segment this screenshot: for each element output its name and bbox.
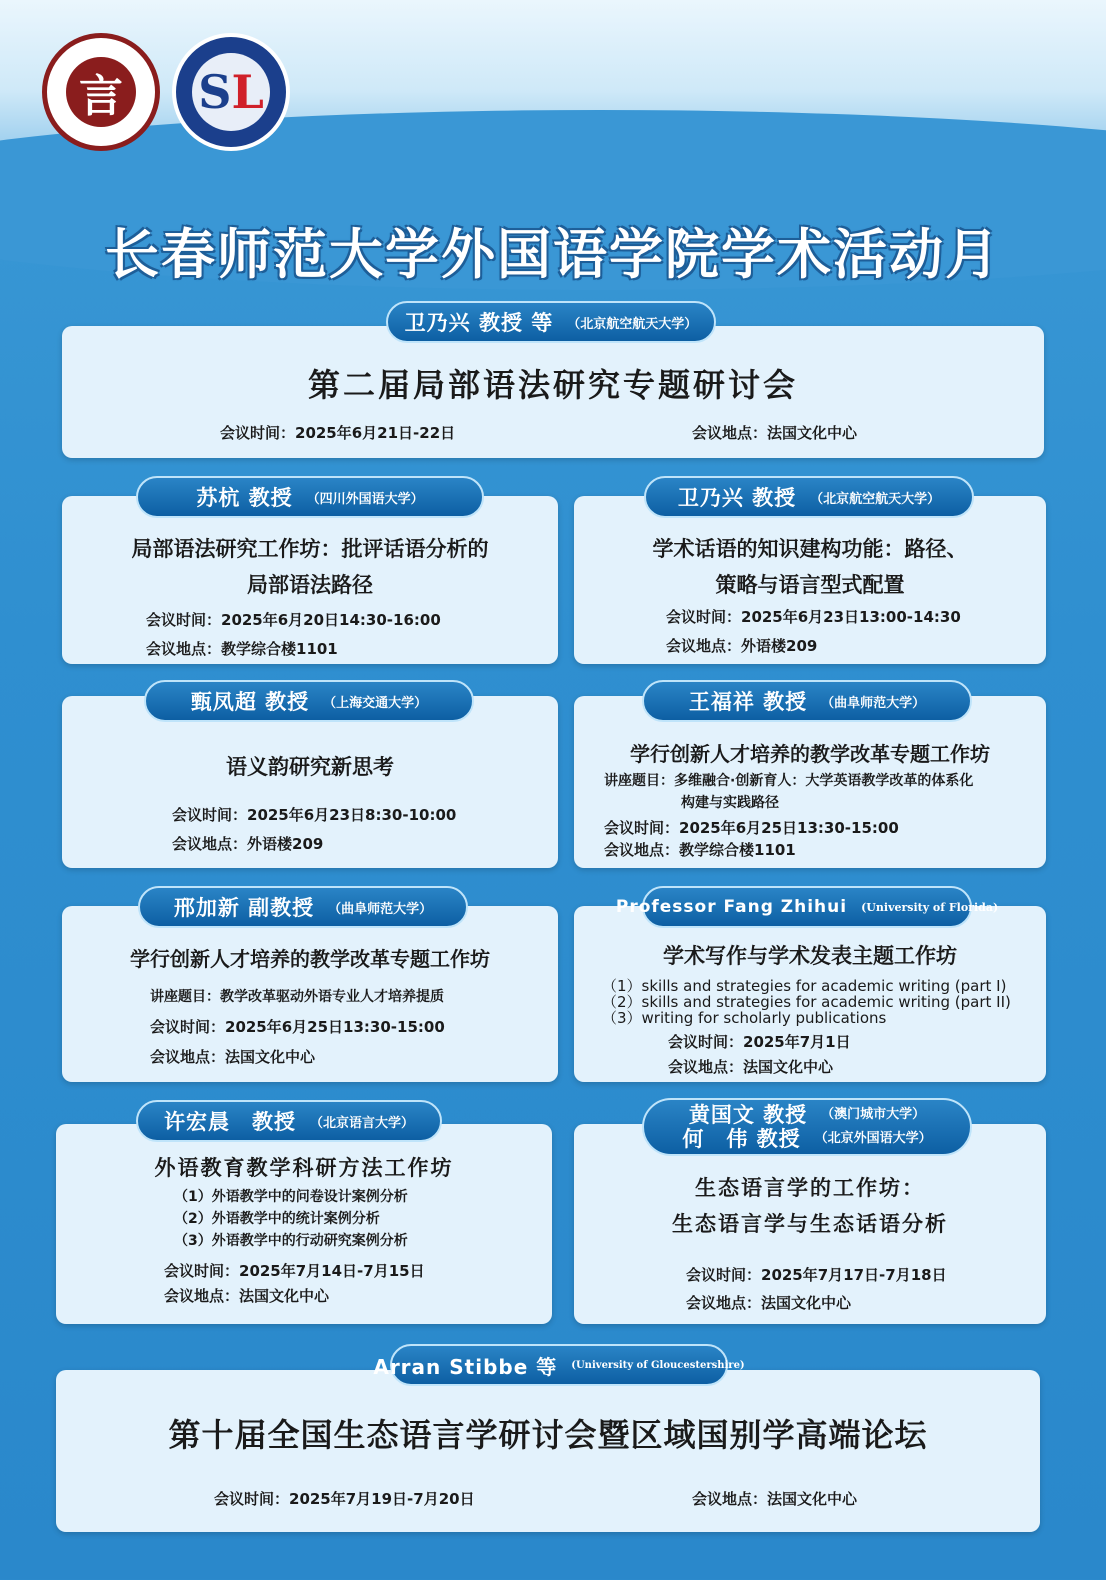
event-time: 会议时间：2025年7月19日-7月20日 bbox=[214, 1490, 475, 1508]
speaker-pill: 黄国文 教授 （澳门城市大学） 何 伟 教授 （北京外国语大学） bbox=[642, 1098, 972, 1156]
event-place: 会议地点：法国文化中心 bbox=[164, 1287, 330, 1305]
school-of-foreign-languages-logo: S L bbox=[172, 33, 290, 151]
list-item: （1）skills and strategies for academic writing (part I) bbox=[602, 977, 1007, 995]
event-time: 会议时间：2025年7月14日-7月15日 bbox=[164, 1262, 425, 1280]
list-item: （1）外语教学中的问卷设计案例分析 bbox=[174, 1189, 408, 1205]
event-title-line1: 生态语言学的工作坊： bbox=[695, 1176, 925, 1200]
event-title-line1: 局部语法研究工作坊：批评话语分析的 bbox=[131, 537, 489, 561]
speaker-pill: 邢加新 副教授 （曲阜师范大学） bbox=[138, 886, 468, 928]
speaker-pill: Arran Stibbe 等 (University of Gloucestershire) bbox=[390, 1344, 728, 1386]
event-place: 会议地点：外语楼209 bbox=[666, 637, 818, 655]
event-title: 学行创新人才培养的教学改革专题工作坊 bbox=[630, 742, 990, 766]
event-place: 会议地点：教学综合楼1101 bbox=[146, 640, 338, 658]
event-title-line2: 策略与语言型式配置 bbox=[715, 573, 905, 597]
event-title-line1: 学术话语的知识建构功能：路径、 bbox=[652, 537, 968, 561]
event-place: 会议地点：法国文化中心 bbox=[150, 1048, 316, 1066]
event-item-list bbox=[174, 1186, 408, 1252]
event-title: 外语教育教学科研方法工作坊 bbox=[154, 1156, 454, 1180]
event-title: 学术写作与学术发表主题工作坊 bbox=[663, 944, 957, 968]
page-title: 长春师范大学外国语学院学术活动月 bbox=[105, 222, 1001, 286]
speaker-pill: 甄凤超 教授 （上海交通大学） bbox=[144, 680, 474, 722]
event-time: 会议时间：2025年6月23日8:30-10:00 bbox=[172, 806, 457, 824]
event-title: 学行创新人才培养的教学改革专题工作坊 bbox=[130, 947, 490, 971]
event-time: 会议时间：2025年6月23日13:00-14:30 bbox=[666, 608, 961, 626]
speaker-pill: 卫乃兴 教授 等 （北京航空航天大学） bbox=[386, 301, 716, 343]
event-title-line2: 生态语言学与生态话语分析 bbox=[672, 1212, 948, 1236]
event-card-research-methods bbox=[56, 1124, 552, 1324]
speaker-pill: Professor Fang Zhihui (University of Florida) bbox=[642, 886, 972, 928]
speaker-pill: 许宏晨 教授 （北京语言大学） bbox=[136, 1100, 442, 1142]
speaker-pill: 卫乃兴 教授 （北京航空航天大学） bbox=[644, 476, 974, 518]
list-item: （2）skills and strategies for academic writing (part II) bbox=[602, 993, 1011, 1011]
list-item: （3）外语教学中的行动研究案例分析 bbox=[174, 1233, 408, 1249]
event-topic: 讲座题目：教学改革驱动外语专业人才培养提质 bbox=[150, 989, 444, 1005]
event-card-teaching-reform-2 bbox=[62, 906, 558, 1082]
event-card-academic-writing bbox=[574, 906, 1046, 1082]
speaker-pill: 苏杭 教授 （四川外国语大学） bbox=[136, 476, 484, 518]
list-item: （3）writing for scholarly publications bbox=[602, 1009, 887, 1027]
event-place: 会议地点：教学综合楼1101 bbox=[604, 841, 796, 859]
event-title: 语义韵研究新思考 bbox=[226, 755, 394, 779]
event-time: 会议时间：2025年6月20日14:30-16:00 bbox=[146, 611, 441, 629]
event-item-list bbox=[602, 978, 1011, 1026]
event-place: 会议地点：外语楼209 bbox=[172, 835, 324, 853]
event-card-academic-discourse bbox=[574, 496, 1046, 664]
event-card-local-grammar-symposium bbox=[62, 326, 1044, 458]
speaker-pill: 王福祥 教授 （曲阜师范大学） bbox=[642, 680, 972, 722]
event-time: 会议时间：2025年6月25日13:30-15:00 bbox=[150, 1018, 445, 1036]
event-topic: 讲座题目：多维融合·创新育人：大学英语教学改革的体系化 构建与实践路径 bbox=[604, 773, 974, 811]
event-time: 会议时间：2025年7月1日 bbox=[668, 1033, 851, 1051]
event-title: 第十届全国生态语言学研讨会暨区域国别学高端论坛 bbox=[168, 1416, 928, 1454]
event-title-line2: 局部语法路径 bbox=[247, 573, 373, 597]
event-place: 会议地点：法国文化中心 bbox=[692, 424, 858, 442]
event-place: 会议地点：法国文化中心 bbox=[692, 1490, 858, 1508]
event-place: 会议地点：法国文化中心 bbox=[686, 1294, 852, 1312]
event-time: 会议时间：2025年7月17日-7月18日 bbox=[686, 1266, 947, 1284]
event-place: 会议地点：法国文化中心 bbox=[668, 1058, 834, 1076]
event-title: 第二届局部语法研究专题研讨会 bbox=[307, 366, 798, 404]
event-time: 会议时间：2025年6月21日-22日 bbox=[220, 424, 456, 442]
event-time: 会议时间：2025年6月25日13:30-15:00 bbox=[604, 819, 899, 837]
event-card-ecolinguistics-forum bbox=[56, 1370, 1040, 1532]
event-card-local-grammar-workshop bbox=[62, 496, 558, 664]
list-item: （2）外语教学中的统计案例分析 bbox=[174, 1211, 380, 1227]
changchun-normal-university-logo: 言 bbox=[42, 33, 160, 151]
